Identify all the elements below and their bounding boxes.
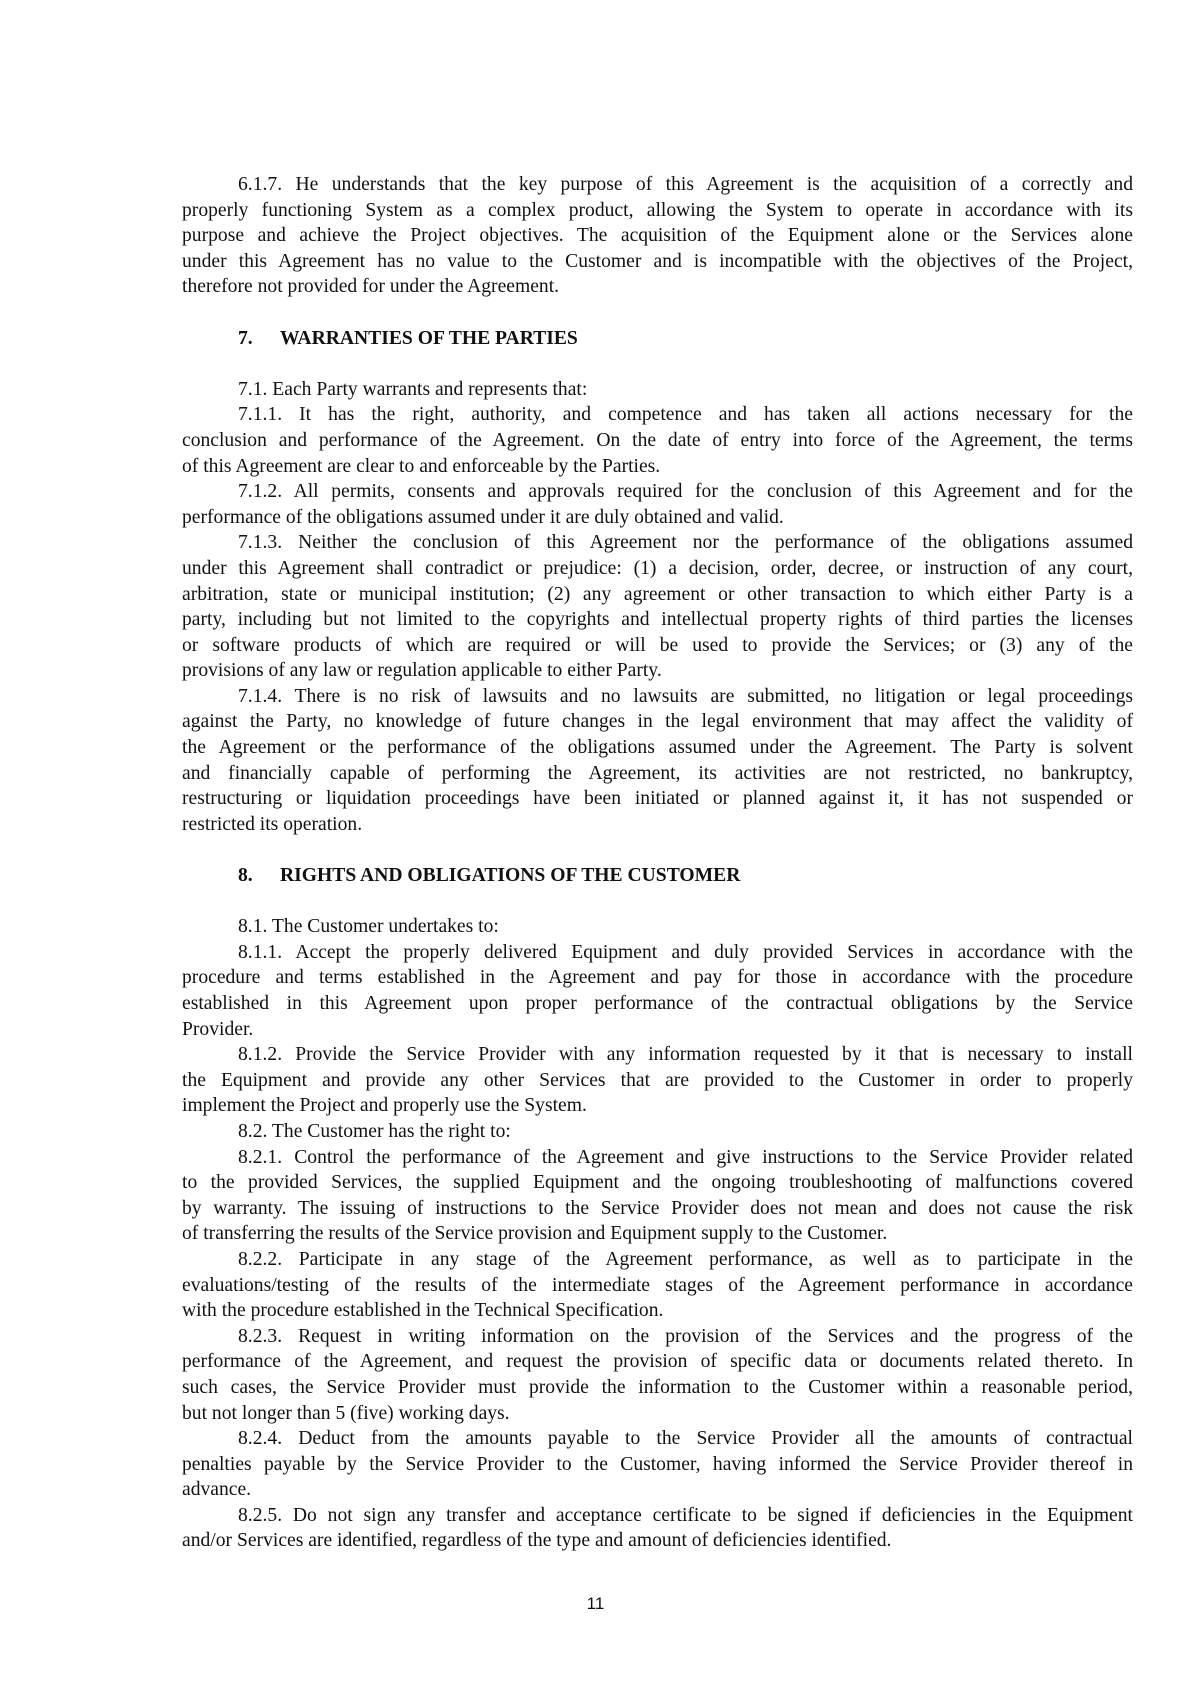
section-number: 8. [238, 865, 253, 887]
text-line: therefore not provided for under the Agreement. [182, 276, 560, 298]
text-line: purpose and achieve the Project objectives. The acquisition of the Equipment alone or the Services alone [182, 225, 1133, 247]
text-line: but not longer than 5 (five) working days. [182, 1402, 510, 1424]
text-line: against the Party, no knowledge of future changes in the legal environment that may affect the validity of [182, 711, 1133, 733]
section-number: 7. [238, 327, 253, 349]
text-line: restricted its operation. [182, 813, 363, 835]
text-line: arbitration, state or municipal institution; (2) any agreement or other transaction to which either Party is a [182, 583, 1133, 605]
text-line: 8.2.4. Deduct from the amounts payable to the Service Provider all the amounts of contractual [238, 1428, 1133, 1450]
clause-paragraph [182, 530, 1133, 684]
text-line: to the provided Services, the supplied Equipment and the ongoing troubleshooting of malfunctions covered [182, 1172, 1133, 1194]
text-line: established in this Agreement upon proper performance of the contractual obligations by the Service [182, 993, 1133, 1014]
text-line: advance. [182, 1479, 252, 1501]
text-line: penalties payable by the Service Provider to the Customer, having informed the Service Provider thereof in [182, 1453, 1133, 1475]
text-line: performance of the obligations assumed under it are duly obtained and valid. [182, 506, 784, 528]
text-line: and/or Services are identified, regardless of the type and amount of deficiencies identified. [182, 1530, 892, 1552]
text-line: such cases, the Service Provider must provide the information to the Customer within a reasonable period, [182, 1376, 1133, 1398]
clause-paragraph [182, 1145, 1133, 1247]
text-line: 7.1.2. All permits, consents and approvals required for the conclusion of this Agreement and for the [238, 481, 1133, 503]
text-line: or software products of which are required or will be used to provide the Services; or (3) any of the [182, 634, 1133, 656]
text-line: 8.1.1. Accept the properly delivered Equipment and duly provided Services in accordance with the [238, 941, 1133, 963]
text-line: performance of the Agreement, and request the provision of specific data or documents related thereto. In [182, 1351, 1133, 1373]
text-line: party, including but not limited to the copyrights and intellectual property rights of third parties the licenses [182, 609, 1133, 631]
text-line: 6.1.7. He understands that the key purpose of this Agreement is the acquisition of a correctly and [238, 174, 1133, 195]
text-line: by warranty. The issuing of instructions to the Service Provider does not mean and does not cause the risk [182, 1197, 1133, 1219]
text-line: and financially capable of performing the Agreement, its activities are not restricted, no bankruptcy, [182, 762, 1133, 784]
clause-paragraph [182, 1042, 1133, 1119]
text-line: 8.1. The Customer undertakes to: [238, 916, 499, 938]
clause-paragraph [182, 1324, 1133, 1426]
clause-paragraph [182, 940, 1133, 1042]
clause-paragraph [182, 914, 1133, 940]
clause-paragraph [182, 684, 1133, 838]
text-line: the Agreement or the performance of the obligations assumed under the Agreement. The Party is solvent [182, 737, 1133, 759]
clause-paragraph [182, 479, 1133, 530]
clause-paragraph [182, 1503, 1133, 1554]
section-title: WARRANTIES OF THE PARTIES [280, 327, 578, 349]
text-line: 7.1.4. There is no risk of lawsuits and no lawsuits are submitted, no litigation or legal proceedings [238, 685, 1133, 707]
text-line: 7.1. Each Party warrants and represents that: [238, 378, 588, 400]
clause-paragraph [182, 402, 1133, 479]
text-line: properly functioning System as a complex product, allowing the System to operate in accordance with its [182, 199, 1133, 221]
section-heading [182, 326, 1133, 352]
text-line: conclusion and performance of the Agreement. On the date of entry into force of the Agreement, the terms [182, 429, 1133, 451]
text-line: the Equipment and provide any other Services that are provided to the Customer in order to properly [182, 1069, 1133, 1091]
text-line: 8.1.2. Provide the Service Provider with any information requested by it that is necessary to install [238, 1044, 1133, 1066]
text-line: 8.2.1. Control the performance of the Agreement and give instructions to the Service Provider related [238, 1146, 1133, 1168]
page-number: 11 [586, 1594, 605, 1613]
clause-paragraph [182, 377, 1133, 403]
text-line: under this Agreement has no value to the Customer and is incompatible with the objectives of the Project, [182, 250, 1133, 272]
text-line: 7.1.1. It has the right, authority, and competence and has taken all actions necessary for the [238, 404, 1133, 426]
text-line: procedure and terms established in the Agreement and pay for those in accordance with the procedure [182, 967, 1133, 989]
text-line: 8.2. The Customer has the right to: [238, 1120, 511, 1142]
text-line: of this Agreement are clear to and enforceable by the Parties. [182, 455, 661, 477]
text-line: 8.2.2. Participate in any stage of the Agreement performance, as well as to participate in the [238, 1248, 1133, 1270]
section-title: RIGHTS AND OBLIGATIONS OF THE CUSTOMER [280, 865, 741, 887]
text-line: restructuring or liquidation proceedings have been initiated or planned against it, it has not suspended or [182, 788, 1133, 810]
clause-paragraph [182, 172, 1133, 300]
text-line: under this Agreement shall contradict or prejudice: (1) a decision, order, decree, or instruction of any court, [182, 557, 1133, 579]
text-line: implement the Project and properly use the System. [182, 1095, 587, 1117]
document-body [182, 172, 1133, 1554]
clause-paragraph [182, 1247, 1133, 1324]
text-line: of transferring the results of the Service provision and Equipment supply to the Customer. [182, 1223, 888, 1245]
text-line: 8.2.5. Do not sign any transfer and acceptance certificate to be signed if deficiencies in the Equipment [238, 1504, 1133, 1526]
text-line: 8.2.3. Request in writing information on the provision of the Services and the progress of the [238, 1325, 1133, 1347]
text-line: Provider. [182, 1018, 254, 1040]
text-line: evaluations/testing of the results of the intermediate stages of the Agreement performance in accordance [182, 1274, 1133, 1296]
section-heading [182, 863, 1133, 889]
text-line: with the procedure established in the Technical Specification. [182, 1300, 664, 1322]
text-line: provisions of any law or regulation applicable to either Party. [182, 660, 662, 682]
clause-paragraph [182, 1426, 1133, 1503]
clause-paragraph [182, 1119, 1133, 1145]
text-line: 7.1.3. Neither the conclusion of this Agreement nor the performance of the obligations assumed [238, 532, 1133, 554]
